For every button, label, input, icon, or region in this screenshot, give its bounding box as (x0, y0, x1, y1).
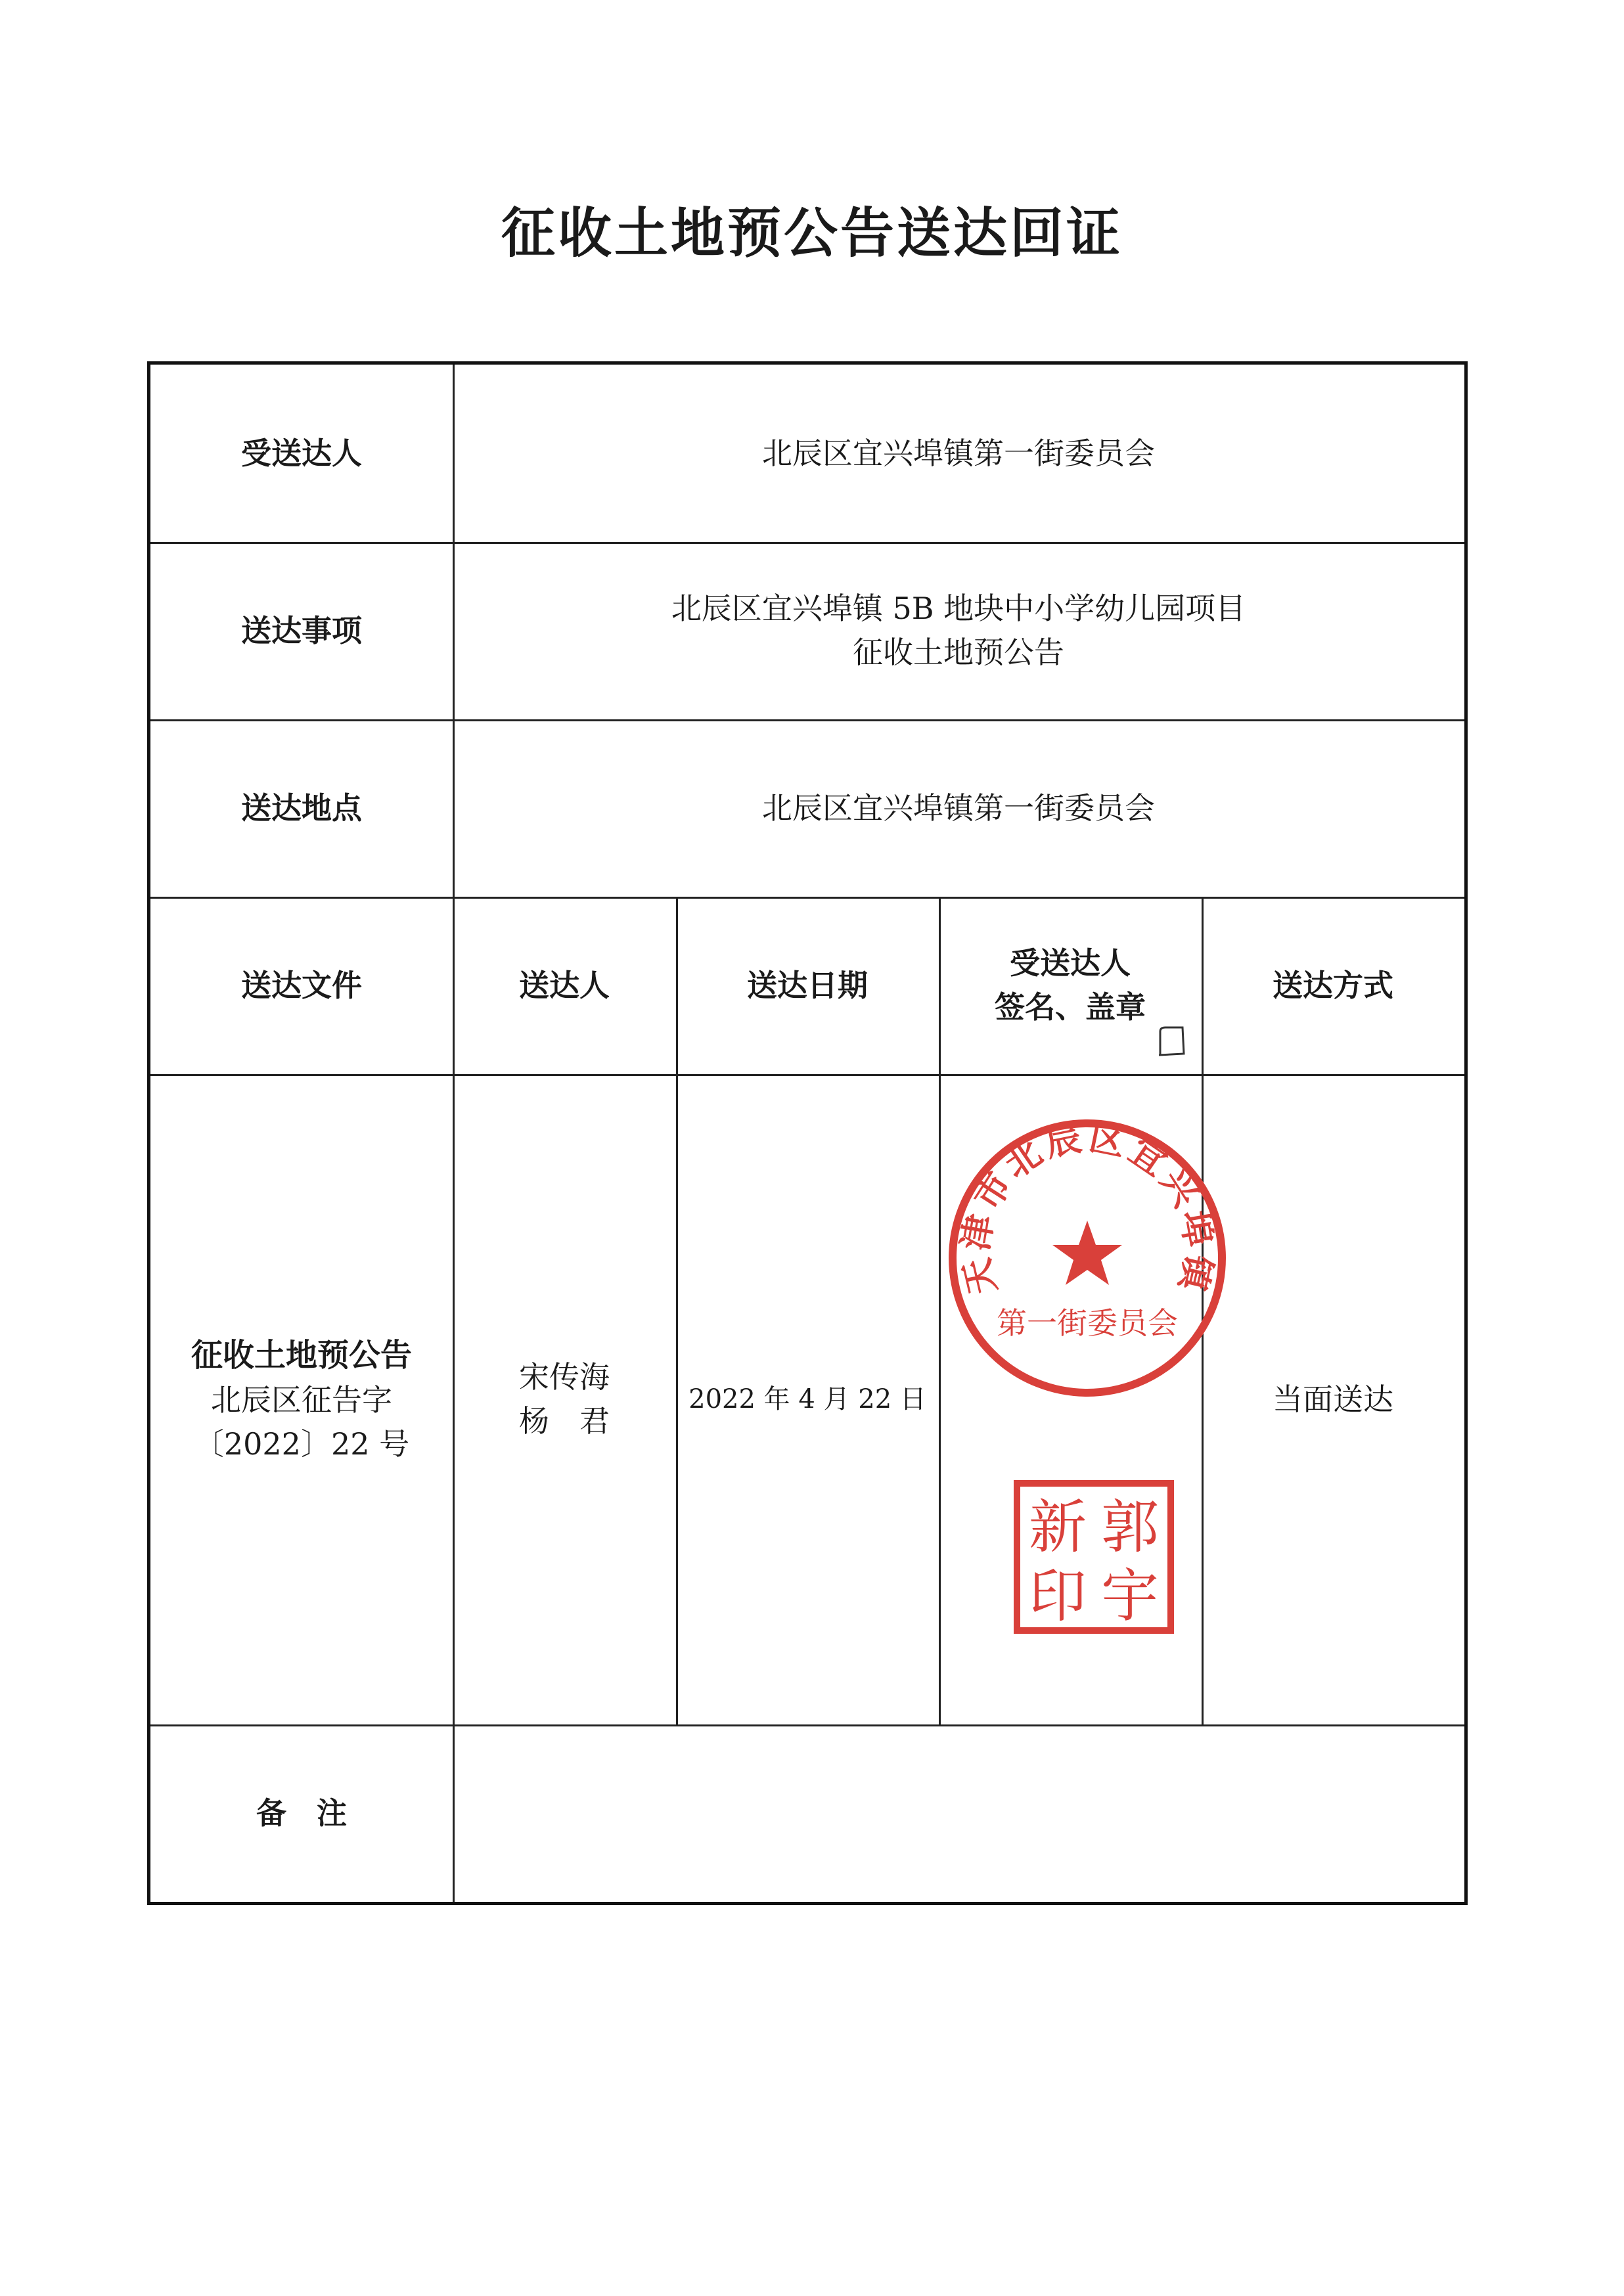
matter-value-cell (453, 542, 1464, 719)
sender-cell (453, 1074, 676, 1724)
header-document-cell (150, 897, 453, 1074)
document-cell (150, 1074, 453, 1724)
delivery-receipt-table (147, 361, 1468, 1905)
remarks-label-cell (150, 1724, 453, 1902)
recipient-value-cell (453, 365, 1464, 542)
recipient-value: 北辰区宜兴埠镇第一街委员会 (762, 435, 1155, 471)
location-value: 北辰区宜兴埠镇第一街委员会 (762, 790, 1155, 826)
header-sender: 送达人 (519, 967, 610, 1003)
remarks-label: 备 注 (256, 1795, 347, 1831)
seal-char-4: 宇 (1100, 1562, 1160, 1630)
recipient-label: 受送达人 (241, 435, 362, 471)
round-official-seal-icon (939, 1110, 1235, 1406)
header-signature-line2: 签名、盖章 (995, 989, 1146, 1025)
header-signature-line1: 受送达人 (1010, 945, 1131, 981)
date-cell (676, 1074, 939, 1724)
matter-label: 送达事项 (241, 612, 362, 648)
header-method: 送达方式 (1273, 967, 1393, 1003)
location-value-cell (453, 719, 1464, 897)
date-value: 2022 年 4 月 22 日 (688, 1384, 926, 1414)
header-sender-cell (453, 897, 676, 1074)
seal-char-1: 新 (1028, 1493, 1087, 1561)
method-value: 当面送达 (1273, 1381, 1393, 1417)
round-seal-text: 天津市北辰区宜兴埠镇 (954, 1116, 1221, 1299)
header-method-cell (1202, 897, 1464, 1074)
square-personal-seal-icon (1012, 1478, 1176, 1636)
header-document: 送达文件 (241, 967, 362, 1003)
round-seal-bottom-text: 第一街委员会 (997, 1305, 1178, 1341)
seal-char-3: 印 (1028, 1562, 1087, 1630)
method-cell (1202, 1074, 1464, 1724)
location-label: 送达地点 (241, 790, 362, 826)
recipient-label-cell (150, 365, 453, 542)
document-title-value: 征收土地预公告 (191, 1336, 412, 1374)
document-number-line1: 北辰区征告字 (211, 1382, 392, 1418)
svg-text:天津市北辰区宜兴埠镇 (955, 1117, 1220, 1299)
sender-line1: 宋传海 (519, 1359, 610, 1395)
header-date: 送达日期 (747, 967, 868, 1003)
seal-char-2: 郭 (1100, 1493, 1160, 1561)
document-title: 征收土地预公告送达回证 (501, 202, 1123, 265)
handwritten-mark-icon (1156, 1025, 1188, 1058)
remarks-value-cell (453, 1724, 1464, 1902)
document-number-line2: 〔2022〕22 号 (193, 1426, 410, 1462)
sender-line2: 杨 君 (519, 1403, 610, 1439)
matter-value-line2: 征收土地预公告 (853, 635, 1064, 670)
matter-label-cell (150, 542, 453, 719)
header-date-cell (676, 897, 939, 1074)
location-label-cell (150, 719, 453, 897)
matter-value-line1: 北辰区宜兴埠镇 5B 地块中小学幼儿园项目 (671, 591, 1246, 627)
